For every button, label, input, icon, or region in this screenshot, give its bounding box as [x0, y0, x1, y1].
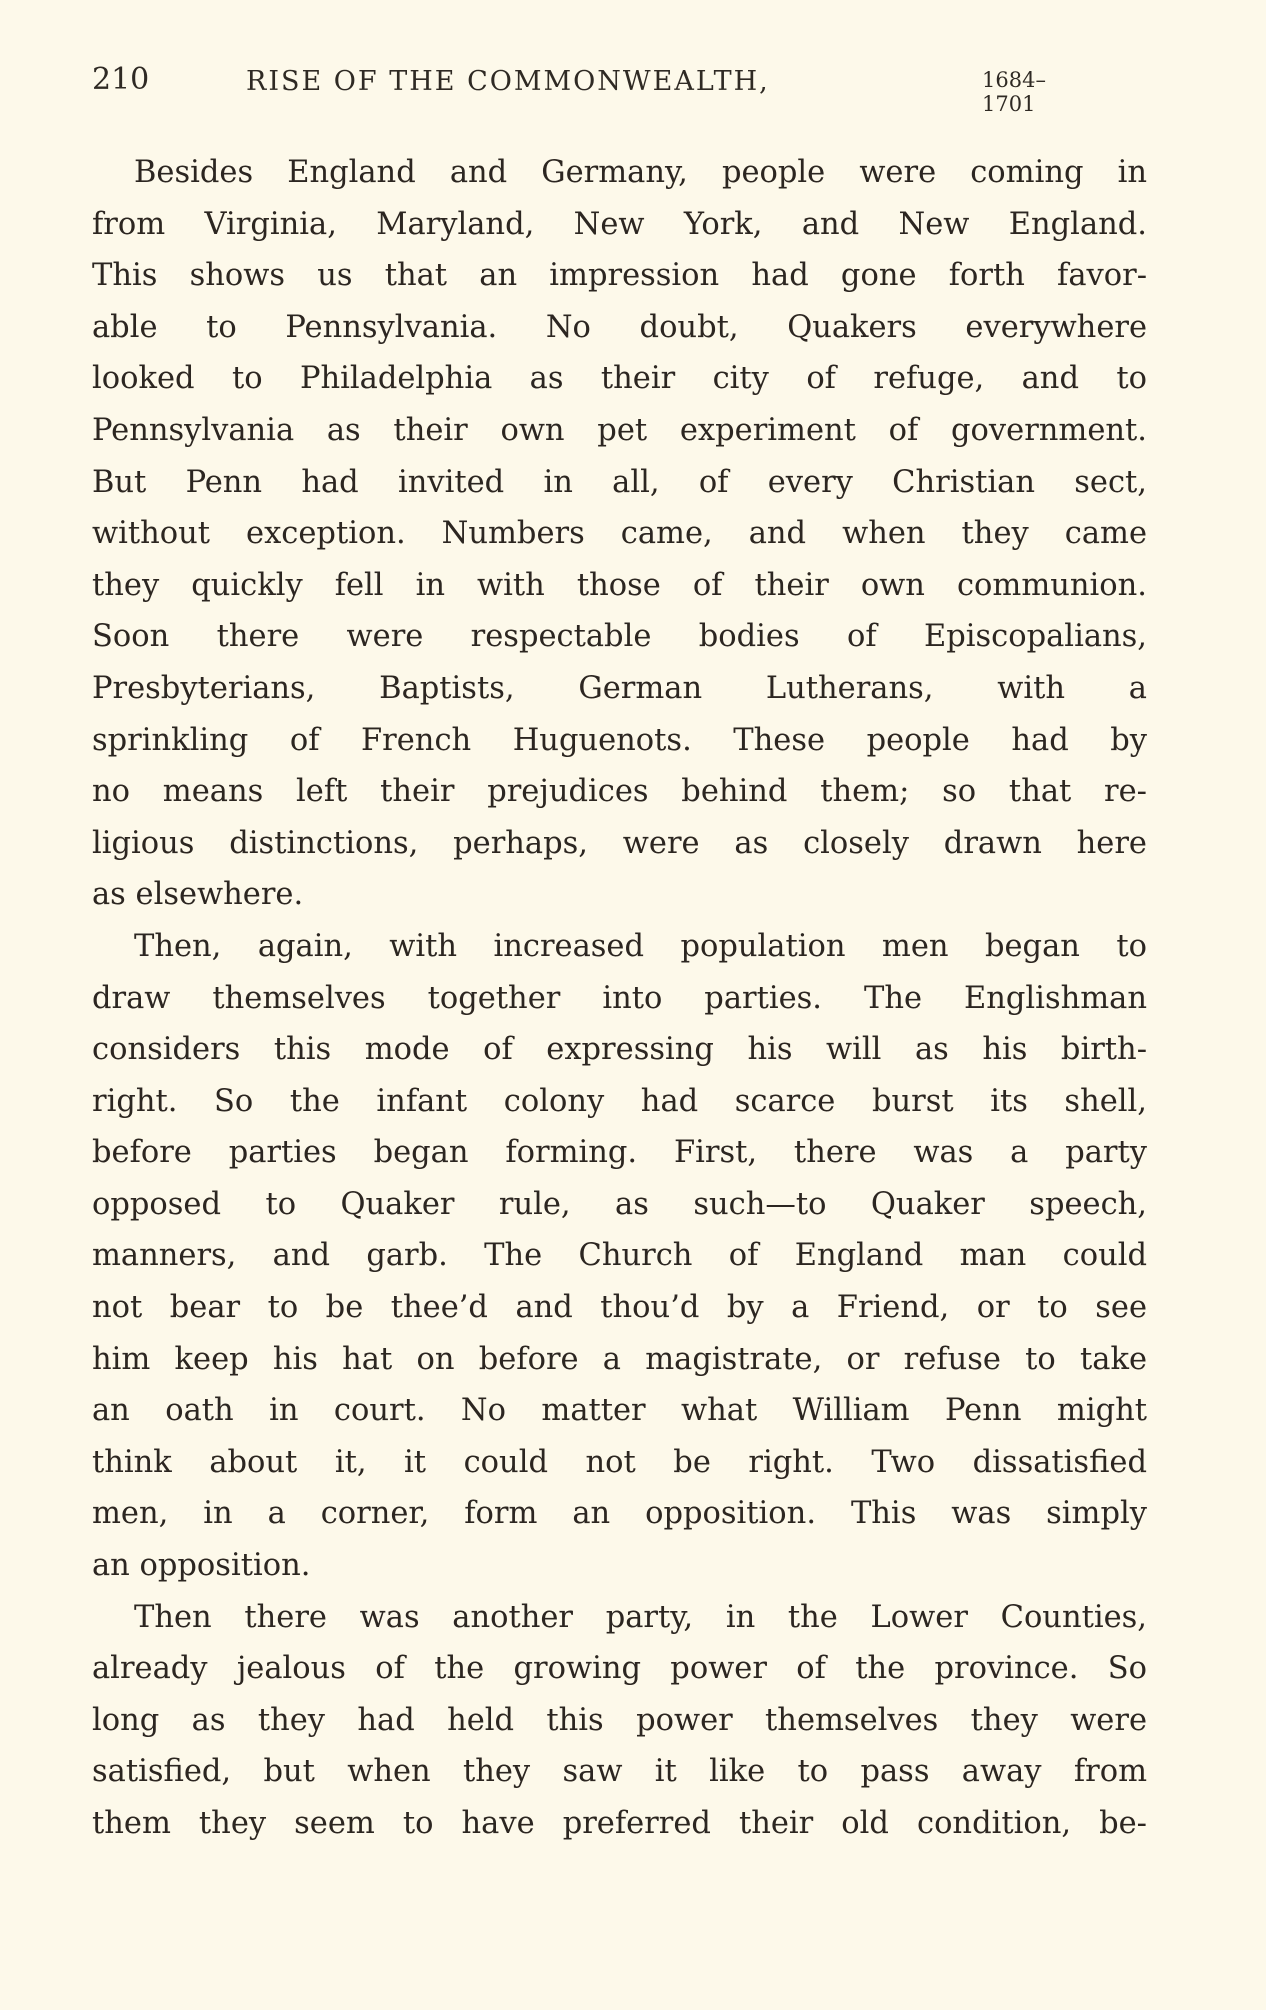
text-line: already jealous of the growing power of the province. So [92, 1651, 1147, 1687]
text-line: ligious distinctions, perhaps, were as closely drawn here [92, 825, 1147, 861]
text-line: no means left their prejudices behind them; so that re- [92, 774, 1147, 810]
running-title-years: 1684–1701 [982, 68, 1046, 116]
text-line: Soon there were respectable bodies of Episcopalians, [92, 619, 1147, 655]
text-line: opposed to Quaker rule, as such—to Quaker speech, [92, 1186, 1147, 1222]
page-header [92, 62, 1046, 116]
text-line: Then, again, with increased population men began to [134, 928, 1147, 964]
text-line: draw themselves together into parties. The Englishman [92, 980, 1147, 1016]
text-line: Besides England and Germany, people were coming in [134, 155, 1147, 190]
text-line: considers this mode of expressing his will as his birth- [92, 1032, 1147, 1068]
text-line: think about it, it could not be right. Two dissatisfied [92, 1444, 1147, 1480]
text-line: an opposition. [92, 1548, 311, 1584]
text-line: satisfied, but when they saw it like to pass away from [92, 1754, 1147, 1790]
text-line: able to Pennsylvania. No doubt, Quakers everywhere [92, 309, 1147, 345]
text-line: This shows us that an impression had gone forth favor- [92, 258, 1147, 294]
text-line: Pennsylvania as their own pet experiment of government. [92, 412, 1147, 448]
page-number: 210 [92, 62, 150, 97]
text-line: not bear to be thee’d and thou’d by a Friend, or to see [92, 1290, 1147, 1326]
text-line: them they seem to have preferred their old condition, be- [92, 1806, 1147, 1841]
text-line: before parties began forming. First, there was a party [92, 1135, 1147, 1171]
text-line: as elsewhere. [92, 877, 304, 913]
text-line: manners, and garb. The Church of England man could [92, 1238, 1147, 1274]
text-line: right. So the infant colony had scarce burst its shell, [92, 1083, 1147, 1119]
text-line: Presbyterians, Baptists, German Lutherans, with a [92, 670, 1147, 706]
text-line: Then there was another party, in the Lower Counties, [134, 1599, 1147, 1635]
text-line: without exception. Numbers came, and when they came [92, 516, 1147, 552]
running-title: RISE OF THE COMMONWEALTH, [246, 66, 770, 97]
text-line: looked to Philadelphia as their city of refuge, and to [92, 361, 1147, 397]
text-line: an oath in court. No matter what William Penn might [92, 1393, 1147, 1429]
text-line: him keep his hat on before a magistrate, or refuse to take [92, 1341, 1147, 1377]
body-text [92, 147, 1147, 1850]
text-line: sprinkling of French Huguenots. These people had by [92, 722, 1147, 758]
text-line: But Penn had invited in all, of every Christian sect, [92, 464, 1147, 500]
text-line: from Virginia, Maryland, New York, and New England. [92, 206, 1147, 242]
text-line: they quickly fell in with those of their own communion. [92, 567, 1147, 603]
text-line: long as they had held this power themselves they were [92, 1702, 1147, 1738]
text-line: men, in a corner, form an opposition. This was simply [92, 1496, 1147, 1532]
